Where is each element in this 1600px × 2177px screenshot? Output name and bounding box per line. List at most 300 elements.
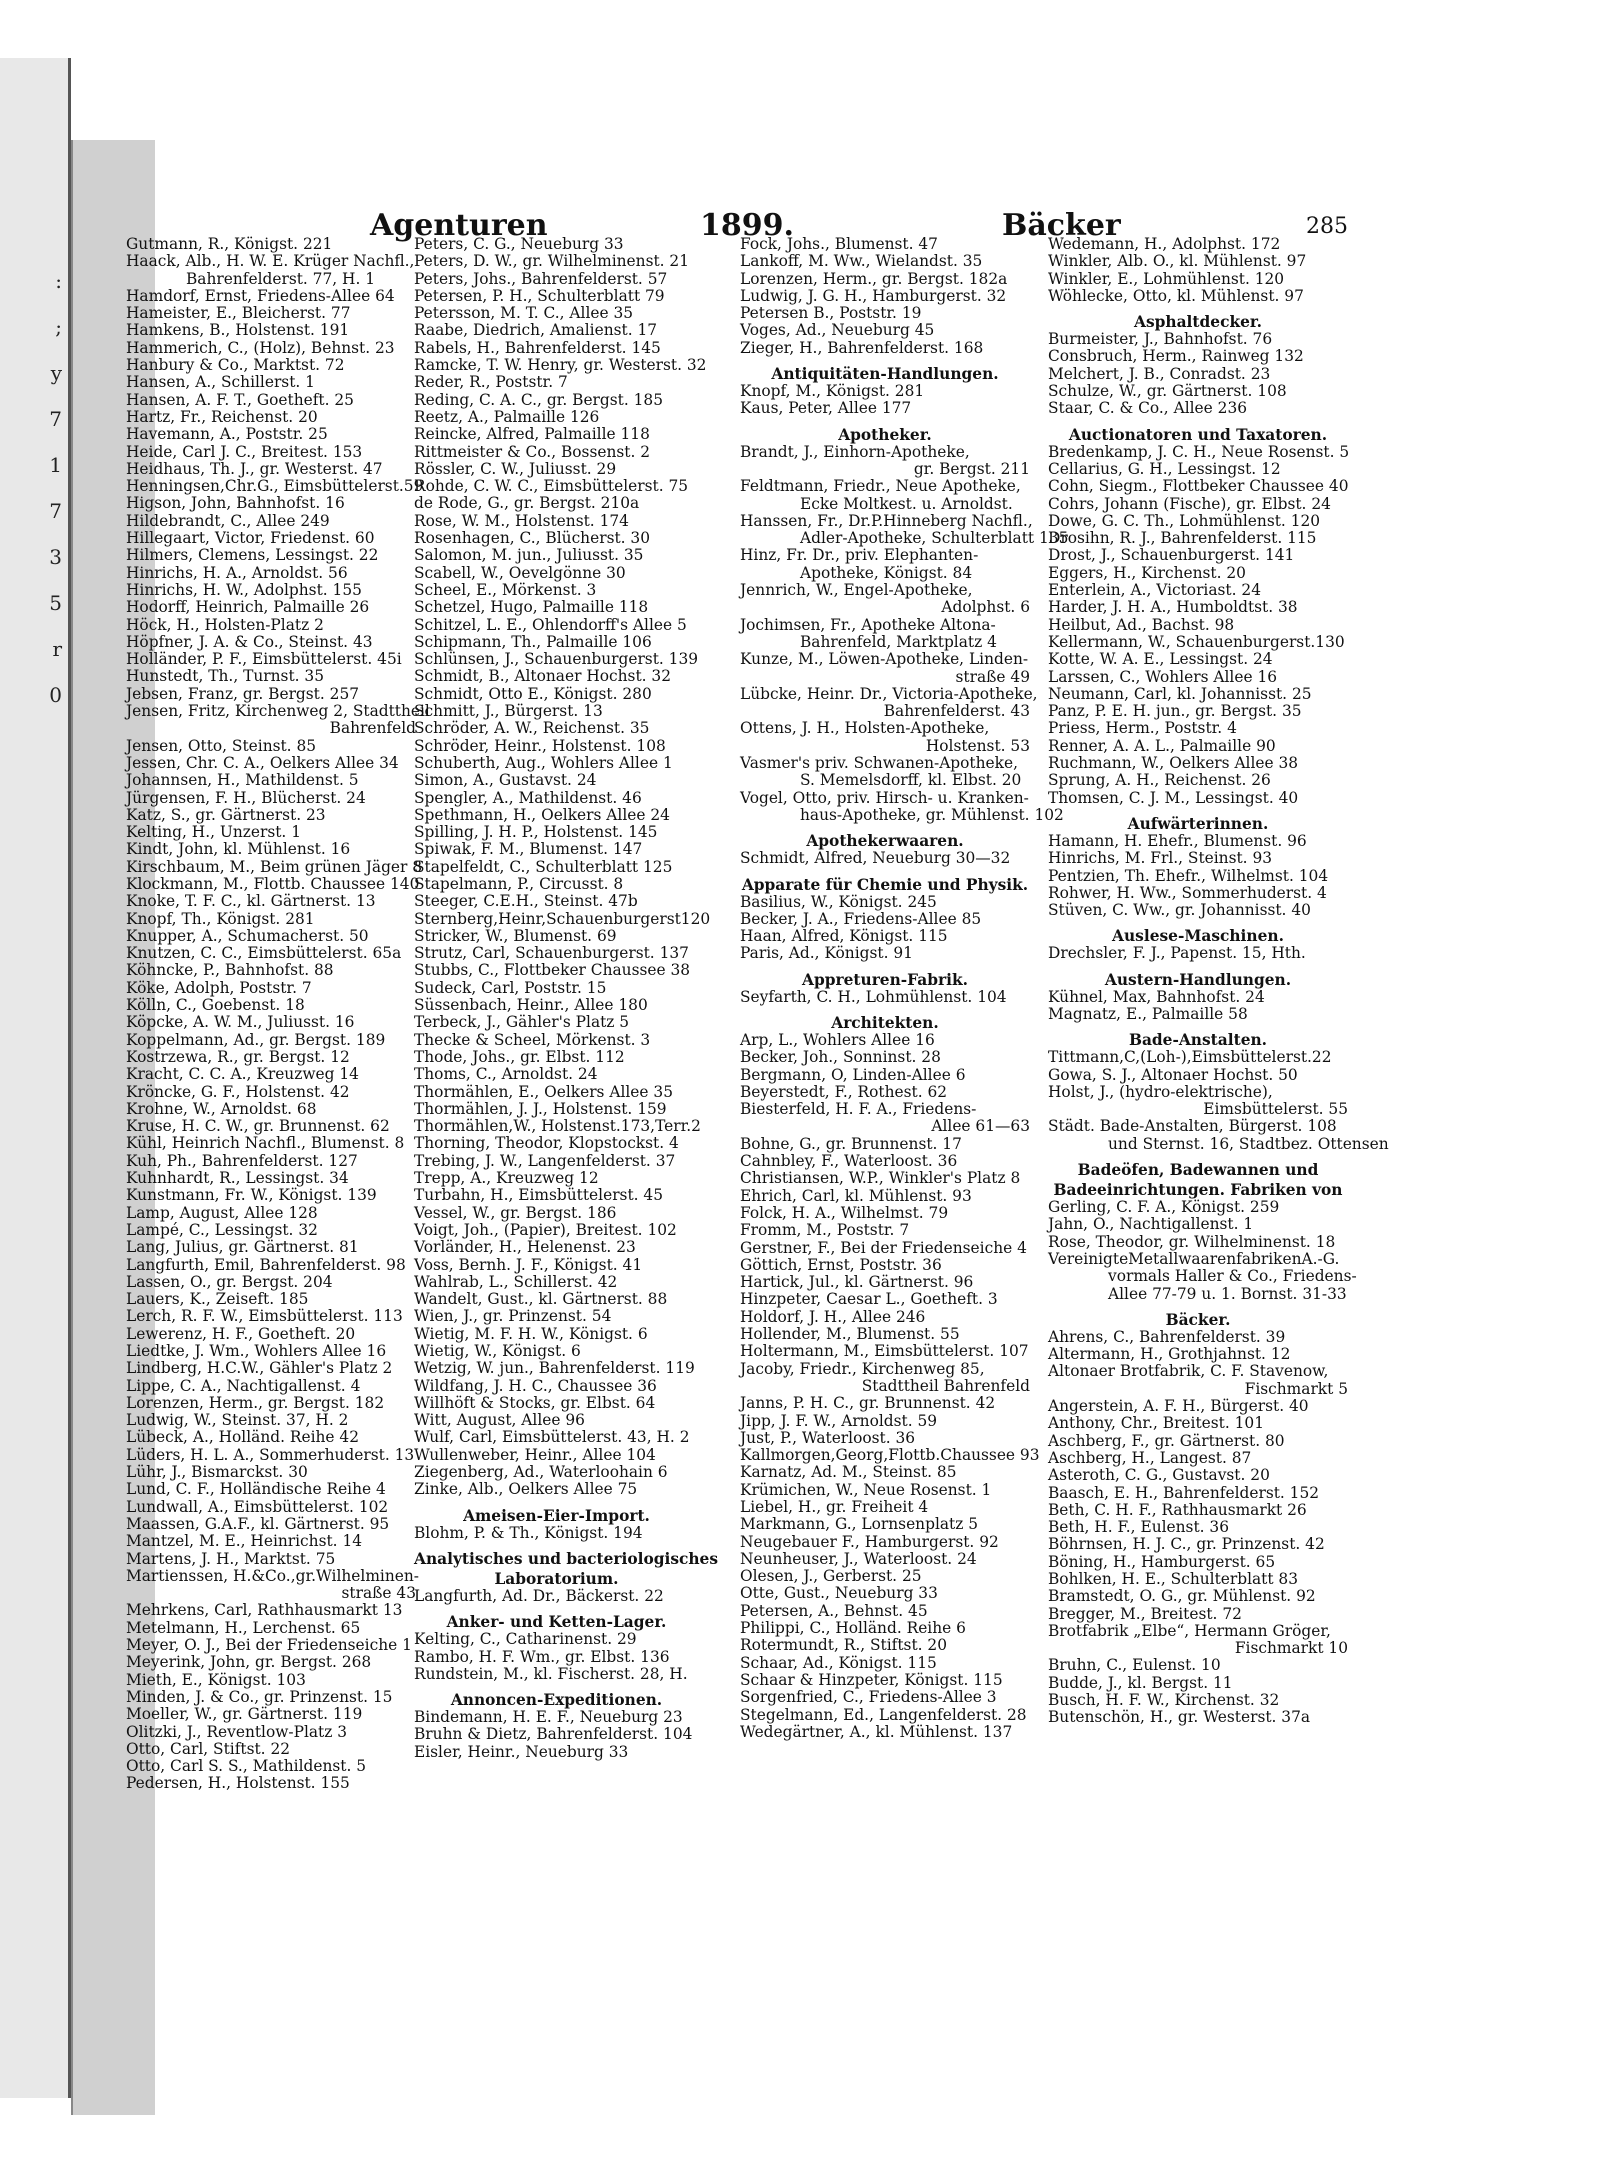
directory-entry: Spilling, J. H. P., Holstenst. 145 <box>414 823 658 842</box>
directory-entry: Langfurth, Emil, Bahrenfelderst. 98 <box>126 1255 406 1274</box>
directory-entry: Enterlein, A., Victoriast. 24 <box>1048 581 1261 600</box>
directory-entry: Stapelfeldt, C., Schulterblatt 125 <box>414 857 673 876</box>
directory-entry: Fromm, M., Poststr. 7 <box>740 1221 910 1240</box>
directory-entry: Knupper, A., Schumacherst. 50 <box>126 926 369 945</box>
directory-entry: Stegelmann, Ed., Langenfelderst. 28 <box>740 1705 1027 1724</box>
directory-entry: Thoms, C., Arnoldst. 24 <box>414 1065 598 1084</box>
directory-entry: Mieth, E., Königst. 103 <box>126 1670 306 1689</box>
directory-entry: Kölln, C., Goebenst. 18 <box>126 996 305 1015</box>
directory-entry: Budde, J., kl. Bergst. 11 <box>1048 1673 1233 1692</box>
directory-entry: Rohwer, H. Ww., Sommerhuderst. 4 <box>1048 883 1327 902</box>
directory-entry: Lassen, O., gr. Bergst. 204 <box>126 1272 333 1291</box>
directory-entry: Minden, J. & Co., gr. Prinzenst. 15 <box>126 1687 393 1706</box>
directory-entry: Sternberg,Heinr,Schauenburgerst120 <box>414 909 711 928</box>
directory-entry: Koppelmann, Ad., gr. Bergst. 189 <box>126 1030 386 1049</box>
directory-entry: Lankoff, M. Ww., Wielandst. 35 <box>740 252 983 271</box>
directory-entry: Strutz, Carl, Schauenburgerst. 137 <box>414 944 689 963</box>
directory-entry: Hartick, Jul., kl. Gärtnerst. 96 <box>740 1273 974 1292</box>
directory-entry: Hamkens, B., Holstenst. 191 <box>126 321 350 340</box>
directory-entry: Petersen, A., Behnst. 45 <box>740 1601 928 1620</box>
directory-entry: Busch, H. F. W., Kirchenst. 32 <box>1048 1691 1280 1710</box>
directory-entry: Krümichen, W., Neue Rosenst. 1 <box>740 1480 992 1499</box>
directory-entry-continuation: Eimsbüttelerst. 55 <box>1203 1100 1348 1119</box>
directory-entry: Städt. Bade-Anstalten, Bürgerst. 108 <box>1048 1117 1337 1136</box>
edge-fragment: y <box>50 361 62 385</box>
directory-entry: Willhöft & Stocks, gr. Elbst. 64 <box>414 1393 656 1412</box>
directory-entry: Wedegärtner, A., kl. Mühlenst. 137 <box>740 1722 1013 1741</box>
directory-entry: Winkler, Alb. O., kl. Mühlenst. 97 <box>1048 252 1307 271</box>
directory-entry-continuation: Fischmarkt 5 <box>1244 1379 1348 1398</box>
directory-entry: Schaar, Ad., Königst. 115 <box>740 1653 937 1672</box>
previous-page-text-fragments <box>49 258 62 718</box>
directory-entry: Baasch, E. H., Bahrenfelderst. 152 <box>1048 1483 1320 1502</box>
directory-entry: Stapelmann, P., Circusst. 8 <box>414 874 624 893</box>
directory-entry-continuation: und Sternst. 16, Stadtbez. Ottensen <box>1108 1134 1389 1153</box>
directory-entry: Petersson, M. T. C., Allee 35 <box>414 304 634 323</box>
directory-entry: Höpfner, J. A. & Co., Steinst. 43 <box>126 632 373 651</box>
directory-entry: Maassen, G.A.F., kl. Gärtnerst. 95 <box>126 1514 390 1533</box>
directory-entry-continuation: haus-Apotheke, gr. Mühlenst. 102 <box>800 805 1064 824</box>
directory-entry: Hilmers, Clemens, Lessingst. 22 <box>126 546 379 565</box>
directory-entry: Beyerstedt, F., Rothest. 62 <box>740 1082 948 1101</box>
directory-entry-continuation: Allee 61—63 <box>931 1117 1030 1136</box>
directory-entry: Spiwak, F. M., Blumenst. 147 <box>414 840 643 859</box>
directory-entry: Katz, S., gr. Gärtnerst. 23 <box>126 805 326 824</box>
directory-entry: Zinke, Alb., Oelkers Allee 75 <box>414 1480 638 1499</box>
directory-entry: Gutmann, R., Königst. 221 <box>126 235 333 253</box>
category-heading: Austern-Handlungen. <box>1104 970 1292 989</box>
directory-entry: Vasmer's priv. Schwanen-Apotheke, <box>740 754 1018 773</box>
directory-entry: Neunheuser, J., Waterloost. 24 <box>740 1549 977 1568</box>
directory-entry: Schmidt, Alfred, Neueburg 30—32 <box>740 849 1011 868</box>
directory-entry: Jochimsen, Fr., Apotheke Altona- <box>740 615 996 634</box>
directory-entry: Aschberg, F., gr. Gärtnerst. 80 <box>1048 1431 1285 1450</box>
directory-entry: Ludwig, W., Steinst. 37, H. 2 <box>126 1411 349 1430</box>
directory-entry: Hinzpeter, Caesar L., Goetheft. 3 <box>740 1290 998 1309</box>
directory-entry: Lamp, August, Allee 128 <box>126 1203 318 1222</box>
directory-entry: Wildfang, J. H. C., Chaussee 36 <box>414 1376 657 1395</box>
directory-entry: Trepp, A., Kreuzweg 12 <box>414 1169 599 1188</box>
directory-entry: Jennrich, W., Engel-Apotheke, <box>740 581 973 600</box>
directory-entry-continuation: gr. Bergst. 211 <box>913 459 1030 478</box>
directory-entry: Zieger, H., Bahrenfelderst. 168 <box>740 338 984 357</box>
directory-entry: Stüven, C. Ww., gr. Johannisst. 40 <box>1048 901 1311 920</box>
directory-entry: Melchert, J. B., Conradst. 23 <box>1048 364 1271 383</box>
directory-entry: Brotfabrik „Elbe“, Hermann Gröger, <box>1048 1621 1331 1640</box>
directory-entry: Stricker, W., Blumenst. 69 <box>414 926 617 945</box>
directory-entry: Hinrichs, M. Frl., Steinst. 93 <box>1048 849 1273 868</box>
directory-entry: Kunstmann, Fr. W., Königst. 139 <box>126 1186 377 1205</box>
directory-entry: Rittmeister & Co., Bossenst. 2 <box>414 442 651 461</box>
edge-fragment: 0 <box>49 683 62 707</box>
directory-entry: Liebel, H., gr. Freiheit 4 <box>740 1498 929 1516</box>
directory-entry: Mehrkens, Carl, Rathhausmarkt 13 <box>126 1601 403 1620</box>
directory-entry: Scheel, E., Mörkenst. 3 <box>414 580 597 599</box>
directory-entry: Moeller, W., gr. Gärtnerst. 119 <box>126 1705 363 1724</box>
previous-page-edge <box>0 58 71 2098</box>
directory-entry: Bruhn, C., Eulenst. 10 <box>1048 1656 1221 1675</box>
directory-entry: Bohne, G., gr. Brunnenst. 17 <box>740 1134 962 1153</box>
category-heading: Auctionatoren und Taxatoren. <box>1068 425 1328 444</box>
directory-entry: Steeger, C.E.H., Steinst. 47b <box>414 892 638 911</box>
directory-entry: Höck, H., Holsten-Platz 2 <box>126 615 324 634</box>
directory-entry: Harder, J. H. A., Humboldtst. 38 <box>1048 598 1298 617</box>
directory-entry: Knoke, T. F. C., kl. Gärtnerst. 13 <box>126 892 376 911</box>
directory-entry: Eisler, Heinr., Neueburg 33 <box>414 1742 629 1761</box>
directory-entry: Kruse, H. C. W., gr. Brunnenst. 62 <box>126 1117 390 1136</box>
directory-entry: Lampé, C., Lessingst. 32 <box>126 1220 318 1239</box>
directory-entry: Kotte, W. A. E., Lessingst. 24 <box>1048 650 1273 669</box>
directory-entry: Kindt, John, kl. Mühlenst. 16 <box>126 840 351 859</box>
directory-entry: Hunstedt, Th., Turnst. 35 <box>126 667 325 686</box>
directory-entry: Aschberg, H., Langest. 87 <box>1048 1448 1252 1467</box>
directory-entry: Gerstner, F., Bei der Friedenseiche 4 <box>740 1238 1027 1257</box>
directory-entry: Voges, Ad., Neueburg 45 <box>740 321 935 340</box>
directory-entry: Metelmann, H., Lerchenst. 65 <box>126 1618 361 1637</box>
directory-entry-continuation: Apotheke, Königst. 84 <box>800 563 973 582</box>
directory-entry: Rose, W. M., Holstenst. 174 <box>414 511 629 530</box>
directory-entry: Renner, A. A. L., Palmaille 90 <box>1048 736 1276 755</box>
directory-entry: Mantzel, M. E., Heinrichst. 14 <box>126 1532 363 1551</box>
directory-entry: Jensen, Fritz, Kirchenweg 2, Stadttheil <box>126 702 430 721</box>
directory-entry: Sudeck, Carl, Poststr. 15 <box>414 978 607 997</box>
directory-entry: Cohrs, Johann (Fische), gr. Elbst. 24 <box>1048 494 1331 513</box>
directory-entry: Schröder, Heinr., Holstenst. 108 <box>414 736 666 755</box>
directory-entry: Wietig, W., Königst. 6 <box>414 1342 581 1360</box>
directory-entry: Thecke & Scheel, Mörkenst. 3 <box>414 1030 651 1049</box>
edge-fragment: 5 <box>49 591 62 615</box>
directory-entry: Lang, Julius, gr. Gärtnerst. 81 <box>126 1238 359 1257</box>
edge-fragment: 7 <box>49 499 62 523</box>
directory-entry: Ziegenberg, Ad., Waterloohain 6 <box>414 1463 668 1482</box>
directory-entry: Janns, P. H. C., gr. Brunnenst. 42 <box>740 1394 996 1413</box>
directory-entry: Neugebauer F., Hamburgerst. 92 <box>740 1532 999 1551</box>
directory-entry: Simon, A., Gustavst. 24 <box>414 771 597 790</box>
directory-entry: Terbeck, J., Gähler's Platz 5 <box>414 1013 630 1032</box>
directory-entry: Lerch, R. F. W., Eimsbüttelerst. 113 <box>126 1307 403 1326</box>
edge-fragment: ; <box>55 315 62 339</box>
directory-entry: Schuberth, Aug., Wohlers Allee 1 <box>414 753 673 772</box>
directory-entry: Basilius, W., Königst. 245 <box>740 892 937 911</box>
directory-entry: Kühnel, Max, Bahnhofst. 24 <box>1048 987 1265 1006</box>
directory-entry: Otto, Carl S. S., Mathildenst. 5 <box>126 1757 367 1776</box>
directory-entry: Lundwall, A., Eimsbüttelerst. 102 <box>126 1497 389 1516</box>
directory-entry: Knopf, Th., Königst. 281 <box>126 909 315 928</box>
directory-entry: Hildebrandt, C., Allee 249 <box>126 511 330 530</box>
directory-entry-continuation: Bahrenfelderst. 43 <box>883 702 1030 721</box>
directory-entry: Otto, Carl, Stiftst. 22 <box>126 1739 291 1758</box>
directory-entry: Becker, J. A., Friedens-Allee 85 <box>740 909 982 928</box>
directory-entry: Drosihn, R. J., Bahrenfelderst. 115 <box>1048 529 1317 548</box>
directory-entry-continuation: straße 43 <box>341 1584 416 1603</box>
directory-entry-continuation: straße 49 <box>955 667 1030 686</box>
directory-entry: Klockmann, M., Flottb. Chaussee 140 <box>126 874 420 893</box>
directory-entry: Hartz, Fr., Reichenst. 20 <box>126 407 318 426</box>
category-heading: Analytisches und bacteriologisches <box>414 1549 719 1568</box>
directory-entry: Beth, H. F., Eulenst. 36 <box>1048 1518 1230 1537</box>
category-heading: Badeöfen, Badewannen und <box>1077 1161 1319 1180</box>
directory-entry: Burmeister, J., Bahnhofst. 76 <box>1048 330 1273 349</box>
directory-entry: Feldtmann, Friedr., Neue Apotheke, <box>740 477 1021 496</box>
directory-entry: Magnatz, E., Palmaille 58 <box>1048 1004 1248 1023</box>
directory-entry: Witt, August, Allee 96 <box>414 1411 585 1430</box>
directory-entry: Bramstedt, O. G., gr. Mühlenst. 92 <box>1048 1587 1316 1606</box>
directory-entry-continuation: vormals Haller & Co., Friedens- <box>1108 1267 1357 1286</box>
directory-entry: Petersen B., Poststr. 19 <box>740 304 922 323</box>
directory-entry: Thomsen, C. J. M., Lessingst. 40 <box>1048 788 1299 807</box>
directory-entry: Peters, Johs., Bahrenfelderst. 57 <box>414 269 668 288</box>
directory-entry: Bruhn & Dietz, Bahrenfelderst. 104 <box>414 1725 693 1744</box>
directory-entry: Hanbury & Co., Marktst. 72 <box>126 356 345 375</box>
directory-entry: Haan, Alfred, Königst. 115 <box>740 927 948 946</box>
directory-entry: Schetzel, Hugo, Palmaille 118 <box>414 598 649 617</box>
directory-entry: Hodorff, Heinrich, Palmaille 26 <box>126 598 370 617</box>
directory-entry: Lewerenz, H. F., Goetheft. 20 <box>126 1324 356 1343</box>
directory-entry: Meyerink, John, gr. Bergst. 268 <box>126 1653 372 1672</box>
directory-entry: Bindemann, H. E. F., Neueburg 23 <box>414 1708 683 1727</box>
category-heading: Apparate für Chemie und Physik. <box>741 875 1029 894</box>
directory-entry: Pedersen, H., Holstenst. 155 <box>126 1774 350 1793</box>
directory-entry: Wullenweber, Heinr., Allee 104 <box>414 1445 656 1464</box>
directory-entry: Wetzig, W. jun., Bahrenfelderst. 119 <box>414 1359 695 1378</box>
directory-entry: Wedemann, H., Adolphst. 172 <box>1048 235 1281 253</box>
directory-entry: Kuhnhardt, R., Lessingst. 34 <box>126 1169 349 1188</box>
directory-entry: Rössler, C. W., Juliusst. 29 <box>414 459 617 478</box>
directory-entry: Thormählen,W., Holstenst.173,Terr.2 <box>414 1117 701 1136</box>
directory-entry: Holdorf, J. H., Allee 246 <box>740 1307 926 1326</box>
directory-entry: Fock, Johs., Blumenst. 47 <box>740 235 938 253</box>
directory-entry: Spengler, A., Mathildenst. 46 <box>414 788 642 807</box>
directory-entry: Thorning, Theodor, Klopstockst. 4 <box>414 1134 679 1153</box>
directory-entry: Rabels, H., Bahrenfelderst. 145 <box>414 338 661 357</box>
directory-entry: Drost, J., Schauenburgerst. 141 <box>1048 546 1295 565</box>
directory-entry: Drechsler, F. J., Papenst. 15, Hth. <box>1048 944 1306 963</box>
directory-entry: Rundstein, M., kl. Fischerst. 28, H. <box>414 1664 688 1683</box>
directory-entry: Johannsen, H., Mathildenst. 5 <box>126 771 359 790</box>
directory-entry: Kirschbaum, M., Beim grünen Jäger 8 <box>126 857 423 876</box>
directory-entry: Heilbut, Ad., Bachst. 98 <box>1048 615 1235 634</box>
directory-entry: Lindberg, H.C.W., Gähler's Platz 2 <box>126 1359 393 1378</box>
directory-entry: Turbahn, H., Eimsbüttelerst. 45 <box>414 1186 664 1205</box>
directory-entry: Schitzel, L. E., Ohlendorff's Allee 5 <box>414 615 687 634</box>
directory-entry: Lippe, C. A., Nachtigallenst. 4 <box>126 1376 361 1395</box>
category-heading: Asphaltdecker. <box>1134 313 1262 332</box>
category-heading: Architekten. <box>831 1013 939 1032</box>
directory-entry: Markmann, G., Lornsenplatz 5 <box>740 1515 979 1534</box>
directory-entry: Schröder, A. W., Reichenst. 35 <box>414 719 650 738</box>
directory-entry: Kostrzewa, R., gr. Bergst. 12 <box>126 1047 350 1066</box>
directory-entry: Salomon, M. jun., Juliusst. 35 <box>414 546 644 565</box>
directory-entry-continuation: S. Memelsdorff, kl. Elbst. 20 <box>800 771 1022 790</box>
directory-entry: Ottens, J. H., Holsten-Apotheke, <box>740 719 990 738</box>
directory-entry: Olitzki, J., Reventlow-Platz 3 <box>126 1722 348 1741</box>
directory-entry: Trebing, J. W., Langenfelderst. 37 <box>414 1151 676 1170</box>
directory-entry: Thormählen, E., Oelkers Allee 35 <box>414 1082 674 1101</box>
edge-fragment: 3 <box>49 545 62 569</box>
directory-entry: Raabe, Diedrich, Amalienst. 17 <box>414 321 658 340</box>
directory-entry: Kröncke, G. F., Holstenst. 42 <box>126 1082 350 1101</box>
directory-entry: Ludwig, J. G. H., Hamburgerst. 32 <box>740 286 1007 305</box>
directory-entry: Butenschön, H., gr. Westerst. 37a <box>1048 1708 1311 1727</box>
directory-entry: Reincke, Alfred, Palmaille 118 <box>414 425 650 444</box>
directory-entry: Winkler, E., Lohmühlenst. 120 <box>1048 269 1285 288</box>
directory-entry: Köke, Adolph, Poststr. 7 <box>126 978 312 997</box>
directory-entry: Eggers, H., Kirchenst. 20 <box>1048 563 1246 582</box>
directory-entry-continuation: Adolphst. 6 <box>941 598 1030 617</box>
directory-entry: Seyfarth, C. H., Lohmühlenst. 104 <box>740 987 1007 1006</box>
directory-entry: VereinigteMetallwaarenfabrikenA.-G. <box>1048 1249 1340 1268</box>
directory-entry: Spethmann, H., Oelkers Allee 24 <box>414 805 670 824</box>
category-heading: Ameisen-Eier-Import. <box>463 1506 650 1525</box>
directory-entry: Priess, Herm., Poststr. 4 <box>1048 719 1237 738</box>
directory-entry: Wulf, Carl, Eimsbüttelerst. 43, H. 2 <box>414 1428 690 1447</box>
category-heading: Bäcker. <box>1165 1310 1231 1329</box>
directory-entry: Meyer, O. J., Bei der Friedenseiche 1 <box>126 1636 412 1655</box>
directory-entry: Karnatz, Ad. M., Steinst. 85 <box>740 1463 957 1482</box>
directory-entry: Kelting, C., Catharinenst. 29 <box>414 1630 637 1649</box>
directory-entry: Ruchmann, W., Oelkers Allee 38 <box>1048 754 1299 773</box>
directory-entry: Consbruch, Herm., Rainweg 132 <box>1048 347 1304 366</box>
directory-entry: Jessen, Chr. C. A., Oelkers Allee 34 <box>126 753 399 772</box>
directory-entry: Knutzen, C. C., Eimsbüttelerst. 65a <box>126 944 402 963</box>
directory-entry: Thormählen, J. J., Holstenst. 159 <box>414 1099 667 1118</box>
directory-entry: Panz, P. E. H. jun., gr. Bergst. 35 <box>1048 702 1302 721</box>
directory-entry: Hollender, M., Blumenst. 55 <box>740 1325 960 1344</box>
directory-entry: Jürgensen, F. H., Blücherst. 24 <box>126 788 366 807</box>
directory-entry: Wietig, M. F. H. W., Königst. 6 <box>414 1324 648 1343</box>
directory-entry: Jebsen, Franz, gr. Bergst. 257 <box>126 684 360 703</box>
header-left-title: Agenturen <box>370 208 548 243</box>
directory-entry: Jacoby, Friedr., Kirchenweg 85, <box>740 1359 985 1378</box>
directory-entry: Schlünsen, J., Schauenburgerst. 139 <box>414 650 699 669</box>
directory-entry: Schaar & Hinzpeter, Königst. 115 <box>740 1670 1003 1689</box>
directory-entry: Hinrichs, H. W., Adolphst. 155 <box>126 580 362 599</box>
directory-entry-continuation: Adler-Apotheke, Schulterblatt 135 <box>800 529 1069 548</box>
directory-entry: Larssen, C., Wohlers Allee 16 <box>1048 667 1278 686</box>
directory-entry: Biesterfeld, H. F. A., Friedens- <box>740 1100 977 1119</box>
column-1 <box>126 235 430 1793</box>
directory-entry: Hinrichs, H. A., Arnoldst. 56 <box>126 563 348 582</box>
category-heading: Aufwärterinnen. <box>1127 814 1269 833</box>
directory-entry: Knopf, M., Königst. 281 <box>740 382 925 401</box>
directory-entry: de Rode, G., gr. Bergst. 210a <box>414 494 640 513</box>
directory-entry: Schmidt, B., Altonaer Hochst. 32 <box>414 667 672 686</box>
directory-entry: Altermann, H., Grothjahnst. 12 <box>1048 1345 1291 1364</box>
directory-entry: Angerstein, A. F. H., Bürgerst. 40 <box>1048 1397 1309 1416</box>
category-heading: Appreturen-Fabrik. <box>802 970 968 989</box>
directory-entry: Bohlken, H. E., Schulterblatt 83 <box>1048 1570 1299 1588</box>
directory-entry: Dowe, G. C. Th., Lohmühlenst. 120 <box>1048 511 1321 530</box>
directory-entry-continuation: Allee 77-79 u. 1. Bornst. 31-33 <box>1108 1284 1347 1303</box>
directory-entry-continuation: Stadttheil Bahrenfeld <box>861 1376 1030 1395</box>
category-heading: Badeeinrichtungen. Fabriken von <box>1053 1181 1343 1200</box>
directory-entry: Bregger, M., Breitest. 72 <box>1048 1604 1242 1623</box>
directory-entry: Voigt, Joh., (Papier), Breitest. 102 <box>414 1220 677 1239</box>
directory-entry: Reetz, A., Palmaille 126 <box>414 407 600 426</box>
directory-entry: Hillegaart, Victor, Friedenst. 60 <box>126 529 375 548</box>
directory-entry: Kuh, Ph., Bahrenfelderst. 127 <box>126 1151 358 1170</box>
directory-entry: Köhncke, P., Bahnhofst. 88 <box>126 961 334 980</box>
directory-entry: Hameister, E., Bleicherst. 77 <box>126 304 351 323</box>
directory-entry-continuation: Holstenst. 53 <box>925 736 1030 755</box>
directory-entry-continuation: Bahrenfeld, Marktplatz 4 <box>800 632 997 651</box>
directory-entry: Beth, C. H. F., Rathhausmarkt 26 <box>1048 1500 1307 1519</box>
directory-entry: Martens, J. H., Marktst. 75 <box>126 1549 336 1568</box>
directory-entry: Hinz, Fr. Dr., priv. Elephanten- <box>740 546 979 565</box>
page-number: 285 <box>1306 214 1348 239</box>
directory-entry: Ramcke, T. W. Henry, gr. Westerst. 32 <box>414 356 707 375</box>
category-heading: Antiquitäten-Handlungen. <box>771 365 999 384</box>
directory-entry: Lühr, J., Bismarckst. 30 <box>126 1463 308 1482</box>
directory-entry: Christiansen, W.P., Winkler's Platz 8 <box>740 1169 1021 1188</box>
directory-entry: Wöhlecke, Otto, kl. Mühlenst. 97 <box>1048 286 1304 305</box>
directory-entry: Wandelt, Gust., kl. Gärtnerst. 88 <box>414 1290 668 1309</box>
directory-entry: Sorgenfried, C., Friedens-Allee 3 <box>740 1688 997 1707</box>
directory-entry: Hansen, A. F. T., Goetheft. 25 <box>126 390 354 409</box>
directory-entry: Hansen, A., Schillerst. 1 <box>126 373 315 392</box>
directory-entry: Bredenkamp, J. C. H., Neue Rosenst. 5 <box>1048 442 1350 461</box>
directory-entry: Wien, J., gr. Prinzenst. 54 <box>414 1307 612 1326</box>
directory-entry: Olesen, J., Gerberst. 25 <box>740 1567 922 1586</box>
directory-entry: Kallmorgen,Georg,Flottb.Chaussee 93 <box>740 1446 1040 1465</box>
directory-entry: Arp, L., Wohlers Allee 16 <box>740 1030 935 1049</box>
directory-entry: Brandt, J., Einhorn-Apotheke, <box>740 442 970 461</box>
directory-entry: Böning, H., Hamburgerst. 65 <box>1048 1552 1276 1571</box>
directory-entry: Langfurth, Ad. Dr., Bäckerst. 22 <box>414 1586 664 1605</box>
directory-entry: Lüders, H. L. A., Sommerhuderst. 13 <box>126 1445 415 1464</box>
directory-entry: Reder, R., Poststr. 7 <box>414 373 568 392</box>
category-heading: Annoncen-Expeditionen. <box>450 1691 663 1710</box>
directory-entry: Vessel, W., gr. Bergst. 186 <box>414 1203 617 1222</box>
edge-fragment: 1 <box>49 453 62 477</box>
directory-entry: Schmidt, Otto E., Königst. 280 <box>414 684 652 703</box>
directory-entry: Rohde, C. W. C., Eimsbüttelerst. 75 <box>414 477 689 496</box>
category-heading: Apotheker. <box>838 425 932 444</box>
directory-entry: Cohn, Siegm., Flottbeker Chaussee 40 <box>1048 477 1349 496</box>
directory-entry: Süssenbach, Heinr., Allee 180 <box>414 996 648 1015</box>
directory-entry: Holtermann, M., Eimsbüttelerst. 107 <box>740 1342 1029 1361</box>
directory-entry: Kracht, C. C. A., Kreuzweg 14 <box>126 1065 359 1084</box>
directory-entry: Just, P., Waterloost. 36 <box>740 1428 916 1447</box>
category-heading: Anker- und Ketten-Lager. <box>446 1613 667 1632</box>
directory-entry: Ehrich, Carl, kl. Mühlenst. 93 <box>740 1186 972 1205</box>
directory-entry: Havemann, A., Poststr. 25 <box>126 425 328 444</box>
edge-fragment: : <box>55 269 62 293</box>
directory-entry: Folck, H. A., Wilhelmst. 79 <box>740 1203 949 1222</box>
directory-entry: Vorländer, H., Helenenst. 23 <box>414 1238 636 1257</box>
directory-entry: Köpcke, A. W. M., Juliusst. 16 <box>126 1013 355 1032</box>
category-heading: Auslese-Maschinen. <box>1112 927 1284 946</box>
category-heading: Bade-Anstalten. <box>1128 1031 1268 1050</box>
category-heading: Laboratorium. <box>494 1569 619 1588</box>
directory-entry: Thode, Johs., gr. Elbst. 112 <box>414 1047 625 1066</box>
directory-entry: Vogel, Otto, priv. Hirsch- u. Kranken- <box>740 788 1029 807</box>
directory-entry: Jahn, O., Nachtigallenst. 1 <box>1048 1215 1254 1234</box>
directory-entry: Philippi, C., Holländ. Reihe 6 <box>740 1619 966 1638</box>
column-4 <box>1048 235 1389 1727</box>
directory-entry: Hamdorf, Ernst, Friedens-Allee 64 <box>126 286 395 305</box>
directory-entry: Higson, John, Bahnhofst. 16 <box>126 494 345 513</box>
header-year: 1899. <box>700 208 794 243</box>
directory-entry: Kaus, Peter, Allee 177 <box>740 399 912 418</box>
directory-entry: Otte, Gust., Neueburg 33 <box>740 1584 938 1603</box>
directory-entry: Schulze, W., gr. Gärtnerst. 108 <box>1048 382 1287 401</box>
directory-entry: Altonaer Brotfabrik, C. F. Stavenow, <box>1048 1362 1329 1381</box>
directory-entry: Hammerich, C., (Holz), Behnst. 23 <box>126 338 395 357</box>
directory-entry: Jensen, Otto, Steinst. 85 <box>126 736 317 755</box>
directory-entry: Peters, C. G., Neueburg 33 <box>414 235 624 253</box>
directory-entry: Lübeck, A., Holländ. Reihe 42 <box>126 1428 359 1447</box>
